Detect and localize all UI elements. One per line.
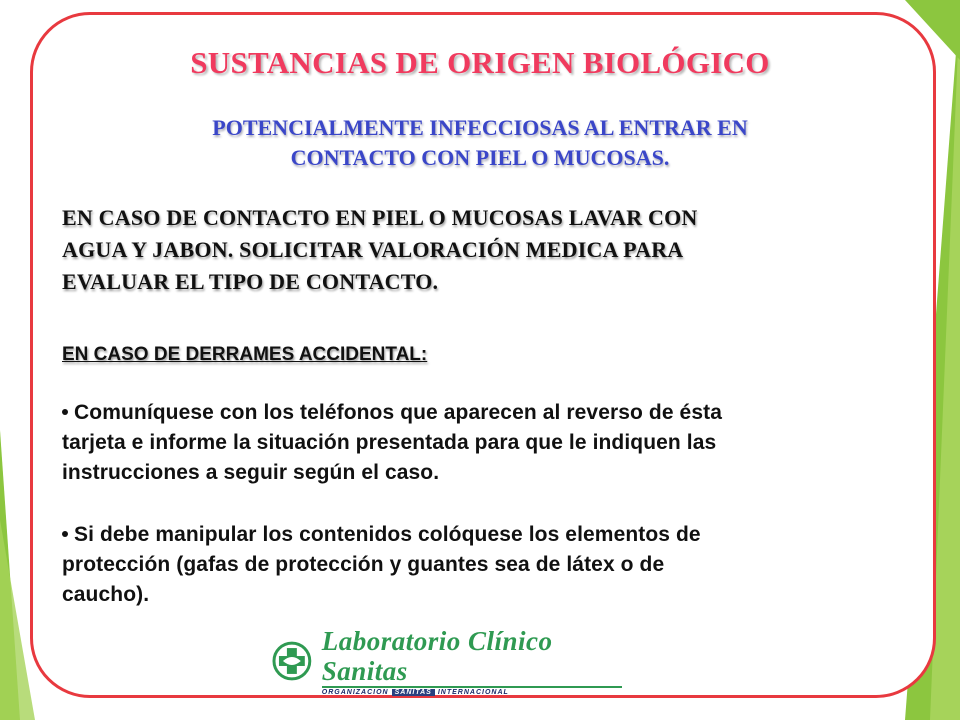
- bullet-line: caucho).: [62, 583, 150, 606]
- subtitle-line: POTENCIALMENTE INFECCIOSAS AL ENTRAR EN: [212, 115, 748, 140]
- bullet-item: [62, 520, 912, 610]
- medical-cross-logo-icon: [272, 641, 312, 681]
- bullet-item: [62, 398, 912, 488]
- instruction-line: EN CASO DE CONTACTO EN PIEL O MUCOSAS LAVAR CON: [62, 205, 698, 230]
- bullet-dot-icon: [62, 531, 68, 537]
- subtitle: [60, 113, 900, 173]
- logo-org-left: ORGANIZACION: [321, 689, 389, 696]
- logo-organization: [322, 686, 622, 696]
- bullet-line: Comuníquese con los teléfonos que aparecen al reverso de ésta: [74, 401, 722, 424]
- laboratorio-logo: [262, 626, 644, 696]
- bullet-line: tarjeta e informe la situación presentada para que le indiquen las: [62, 431, 717, 454]
- instruction-line: AGUA Y JABON. SOLICITAR VALORACIÓN MEDICA PARA: [62, 237, 684, 262]
- bullet-line: Si debe manipular los contenidos colóquese los elementos de: [74, 523, 701, 546]
- page-title: SUSTANCIAS DE ORIGEN BIOLÓGICO: [190, 45, 770, 80]
- logo-name: Laboratorio Clínico Sanitas: [321, 626, 553, 686]
- bullet-line: instrucciones a seguir según el caso.: [62, 461, 440, 484]
- subtitle-line: CONTACTO CON PIEL O MUCOSAS.: [290, 145, 670, 170]
- spill-heading: EN CASO DE DERRAMES ACCIDENTAL:: [62, 344, 428, 365]
- logo-org-mid: SANITAS: [392, 689, 435, 696]
- instruction-line: EVALUAR EL TIPO DE CONTACTO.: [62, 269, 439, 294]
- contact-instructions: [62, 202, 912, 298]
- bullet-dot-icon: [62, 409, 68, 415]
- logo-org-right: INTERNACIONAL: [437, 689, 509, 696]
- bullet-line: protección (gafas de protección y guantes sea de látex o de: [62, 553, 665, 576]
